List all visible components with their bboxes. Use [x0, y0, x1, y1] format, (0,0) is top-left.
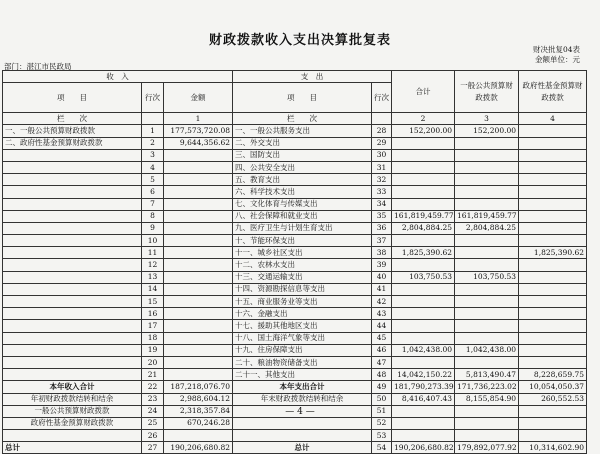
expense-item-cell: 四、公共安全支出 — [233, 161, 372, 173]
expense-total-cell: 103,750.53 — [392, 271, 455, 283]
expense-fund-cell — [519, 320, 587, 332]
expense-fund-cell — [519, 125, 587, 137]
expense-item-cell: 十、节能环保支出 — [233, 235, 372, 247]
expense-general-cell: 179,892,077.92 — [455, 442, 519, 454]
income-line-cell: 11 — [142, 247, 164, 259]
income-amount-cell — [164, 259, 233, 271]
expense-line-cell: 46 — [372, 344, 392, 356]
income-amount-cell — [164, 161, 233, 173]
expense-item-cell — [233, 430, 372, 442]
expense-total-cell: 2,804,884.25 — [392, 222, 455, 234]
income-item-cell — [3, 259, 142, 271]
income-amount-cell: 2,988,604.12 — [164, 393, 233, 405]
expense-item-cell: 十三、交通运输支出 — [233, 271, 372, 283]
table-row — [3, 332, 587, 344]
expense-fund-cell — [519, 430, 587, 442]
expense-line-cell: 53 — [372, 430, 392, 442]
expense-fund-cell: 10,314,602.90 — [519, 442, 587, 454]
budget-table — [2, 70, 587, 454]
table-row — [3, 161, 587, 173]
expense-total-cell — [392, 259, 455, 271]
expense-item-cell: 十八、国土海洋气象等支出 — [233, 332, 372, 344]
table-body — [3, 125, 587, 454]
table-row — [3, 393, 587, 405]
expense-fund-cell — [519, 210, 587, 222]
expense-fund-cell: 1,825,390.62 — [519, 247, 587, 259]
expense-general-cell — [455, 320, 519, 332]
table-row — [3, 344, 587, 356]
income-item-cell — [3, 161, 142, 173]
expense-line-cell: 49 — [372, 381, 392, 393]
expense-general-cell — [455, 161, 519, 173]
expense-item-cell: 五、教育支出 — [233, 174, 372, 186]
expense-item-cell: 七、文化体育与传媒支出 — [233, 198, 372, 210]
expense-general-cell — [455, 296, 519, 308]
income-item-cell: 总计 — [3, 442, 142, 454]
total-header: 合计 — [392, 71, 455, 113]
table-row — [3, 137, 587, 149]
income-line-cell: 12 — [142, 259, 164, 271]
income-item-cell — [3, 271, 142, 283]
expense-item-cell: 十四、资源勘探信息等支出 — [233, 283, 372, 295]
expense-total-cell: 181,790,273.39 — [392, 381, 455, 393]
income-item-cell — [3, 174, 142, 186]
expense-general-cell — [455, 283, 519, 295]
expense-line-header: 行次 — [372, 83, 392, 113]
expense-item-cell — [233, 417, 372, 429]
table-row — [3, 369, 587, 381]
income-amount-cell — [164, 222, 233, 234]
income-amount-cell — [164, 332, 233, 344]
form-code: 财决批复04表 — [532, 45, 580, 54]
expense-total-cell: 1,042,438.00 — [392, 344, 455, 356]
expense-line-cell: 35 — [372, 210, 392, 222]
expense-item-cell: 年末财政拨款结转和结余 — [233, 393, 372, 405]
income-item-cell — [3, 198, 142, 210]
expense-line-cell: 33 — [372, 186, 392, 198]
expense-general-cell: 103,750.53 — [455, 271, 519, 283]
income-line-cell: 7 — [142, 198, 164, 210]
income-item-cell: 二、政府性基金预算财政拨款 — [3, 137, 142, 149]
expense-line-cell: 32 — [372, 174, 392, 186]
income-item-cell — [3, 356, 142, 368]
income-item-cell: 一、一般公共预算财政拨款 — [3, 125, 142, 137]
income-line-cell: 15 — [142, 296, 164, 308]
income-line-cell: 24 — [142, 405, 164, 417]
table-row — [3, 417, 587, 429]
income-line-cell: 19 — [142, 344, 164, 356]
expense-general-cell: 8,155,854.90 — [455, 393, 519, 405]
expense-general-cell: 152,200.00 — [455, 125, 519, 137]
income-amount-header: 金额 — [164, 83, 233, 113]
expense-line-cell: 39 — [372, 259, 392, 271]
income-line-cell: 4 — [142, 161, 164, 173]
table-row — [3, 430, 587, 442]
expense-total-cell: 152,200.00 — [392, 125, 455, 137]
expense-general-cell — [455, 198, 519, 210]
income-amount-cell — [164, 198, 233, 210]
income-line-cell: 17 — [142, 320, 164, 332]
table-row — [3, 247, 587, 259]
expense-general-cell — [455, 259, 519, 271]
income-amount-cell — [164, 308, 233, 320]
expense-item-cell: 六、科学技术支出 — [233, 186, 372, 198]
income-line-cell: 22 — [142, 381, 164, 393]
income-section-header: 收 入 — [3, 71, 233, 83]
expense-total-cell — [392, 137, 455, 149]
expense-line-cell: 54 — [372, 442, 392, 454]
income-line-cell: 5 — [142, 174, 164, 186]
income-item-cell: 年初财政拨款结转和结余 — [3, 393, 142, 405]
expense-total-cell — [392, 417, 455, 429]
income-line-cell: 10 — [142, 235, 164, 247]
expense-fund-cell — [519, 222, 587, 234]
table-row — [3, 271, 587, 283]
income-line-cell: 18 — [142, 332, 164, 344]
income-amount-cell — [164, 247, 233, 259]
income-amount-cell: 670,246.28 — [164, 417, 233, 429]
expense-general-cell: 171,736,223.02 — [455, 381, 519, 393]
department-label: 部门：湛江市民政局 — [4, 62, 72, 71]
expense-item-cell: 二十一、其他支出 — [233, 369, 372, 381]
income-line-cell: 27 — [142, 442, 164, 454]
income-amount-cell — [164, 235, 233, 247]
expense-item-cell: 三、国防支出 — [233, 149, 372, 161]
expense-fund-cell — [519, 332, 587, 344]
expense-total-cell — [392, 356, 455, 368]
income-col-label: 栏 次 — [3, 113, 142, 125]
expense-general-cell — [455, 186, 519, 198]
income-item-cell — [3, 296, 142, 308]
expense-total-cell — [392, 161, 455, 173]
expense-fund-cell — [519, 296, 587, 308]
table-row — [3, 235, 587, 247]
income-line-cell: 3 — [142, 149, 164, 161]
expense-general-cell: 2,804,884.25 — [455, 222, 519, 234]
expense-general-cell — [455, 235, 519, 247]
income-item-cell — [3, 332, 142, 344]
expense-item-cell: 十五、商业服务业等支出 — [233, 296, 372, 308]
income-amount-cell — [164, 149, 233, 161]
expense-total-cell — [392, 296, 455, 308]
section-header-row — [3, 71, 587, 83]
table-row — [3, 296, 587, 308]
expense-section-header: 支 出 — [233, 71, 392, 83]
expense-item-cell: 十一、城乡社区支出 — [233, 247, 372, 259]
income-item-cell — [3, 186, 142, 198]
table-row — [3, 222, 587, 234]
income-amount-cell: 190,206,680.82 — [164, 442, 233, 454]
expense-fund-cell — [519, 174, 587, 186]
income-line-cell: 26 — [142, 430, 164, 442]
expense-fund-cell — [519, 308, 587, 320]
expense-fund-cell — [519, 283, 587, 295]
income-amount-cell — [164, 356, 233, 368]
income-amount-cell — [164, 283, 233, 295]
income-amount-cell — [164, 369, 233, 381]
income-line-cell: 13 — [142, 271, 164, 283]
amount-unit: 金额单位：元 — [535, 55, 580, 64]
expense-item-cell: 二十、粮油物资储备支出 — [233, 356, 372, 368]
table-row — [3, 259, 587, 271]
income-item-cell: 本年收入合计 — [3, 381, 142, 393]
income-amount-cell — [164, 174, 233, 186]
expense-total-cell — [392, 283, 455, 295]
expense-item-cell: 一、一般公共服务支出 — [233, 125, 372, 137]
income-line-cell: 21 — [142, 369, 164, 381]
expense-line-cell: 48 — [372, 369, 392, 381]
income-line-cell: 23 — [142, 393, 164, 405]
expense-line-cell: 36 — [372, 222, 392, 234]
expense-line-cell: 52 — [372, 417, 392, 429]
expense-general-cell: 1,042,438.00 — [455, 344, 519, 356]
expense-total-cell — [392, 308, 455, 320]
expense-general-cell — [455, 430, 519, 442]
expense-fund-cell — [519, 161, 587, 173]
expense-line-col-number — [372, 113, 392, 125]
expense-fund-cell: 10,054,050.37 — [519, 381, 587, 393]
expense-fund-cell: 260,552.53 — [519, 393, 587, 405]
expense-general-cell — [455, 417, 519, 429]
expense-line-cell: 47 — [372, 356, 392, 368]
income-item-cell — [3, 344, 142, 356]
expense-total-cell — [392, 332, 455, 344]
table-row — [3, 198, 587, 210]
income-line-cell: 20 — [142, 356, 164, 368]
income-amount-cell — [164, 296, 233, 308]
income-line-cell: 9 — [142, 222, 164, 234]
income-item-cell — [3, 320, 142, 332]
fund-col-number: 4 — [519, 113, 587, 125]
expense-general-cell — [455, 174, 519, 186]
income-item-cell — [3, 369, 142, 381]
income-line-cell: 14 — [142, 283, 164, 295]
expense-total-cell — [392, 430, 455, 442]
expense-fund-cell — [519, 137, 587, 149]
expense-total-cell: 190,206,680.82 — [392, 442, 455, 454]
expense-fund-cell — [519, 259, 587, 271]
table-row — [3, 442, 587, 454]
income-line-cell: 1 — [142, 125, 164, 137]
income-line-header: 行次 — [142, 83, 164, 113]
income-line-cell: 2 — [142, 137, 164, 149]
expense-item-cell: 十九、住房保障支出 — [233, 344, 372, 356]
table-row — [3, 283, 587, 295]
expense-total-cell: 1,825,390.62 — [392, 247, 455, 259]
expense-total-cell — [392, 186, 455, 198]
income-line-cell: 16 — [142, 308, 164, 320]
income-amount-cell — [164, 186, 233, 198]
income-item-cell: 政府性基金预算财政拨款 — [3, 417, 142, 429]
expense-line-cell: 50 — [372, 393, 392, 405]
expense-fund-cell — [519, 271, 587, 283]
income-item-cell — [3, 247, 142, 259]
total-col-number: 2 — [392, 113, 455, 125]
expense-line-cell: 41 — [372, 283, 392, 295]
expense-fund-cell — [519, 356, 587, 368]
table-row — [3, 125, 587, 137]
expense-item-cell: 十六、金融支出 — [233, 308, 372, 320]
table-row — [3, 381, 587, 393]
income-amount-cell: 2,318,357.84 — [164, 405, 233, 417]
expense-line-cell: 43 — [372, 308, 392, 320]
expense-general-cell — [455, 137, 519, 149]
expense-line-cell: 40 — [372, 271, 392, 283]
expense-item-cell: 二、外交支出 — [233, 137, 372, 149]
income-amount-cell — [164, 430, 233, 442]
expense-fund-cell — [519, 186, 587, 198]
general-budget-header: 一般公共预算财政拨款 — [455, 71, 519, 113]
table-row — [3, 320, 587, 332]
expense-line-cell: 44 — [372, 320, 392, 332]
expense-item-cell: 总计 — [233, 442, 372, 454]
expense-fund-cell: 8,228,659.75 — [519, 369, 587, 381]
expense-item-cell: 八、社会保障和就业支出 — [233, 210, 372, 222]
table-row — [3, 174, 587, 186]
expense-general-cell — [455, 356, 519, 368]
expense-fund-cell — [519, 198, 587, 210]
income-amount-col-number: 1 — [164, 113, 233, 125]
expense-total-cell — [392, 235, 455, 247]
income-item-header: 项 目 — [3, 83, 142, 113]
income-amount-cell: 177,573,720.08 — [164, 125, 233, 137]
column-number-row — [3, 113, 587, 125]
income-item-cell — [3, 283, 142, 295]
expense-general-cell: 161,819,459.77 — [455, 210, 519, 222]
expense-line-cell: 42 — [372, 296, 392, 308]
expense-item-cell: 九、医疗卫生与计划生育支出 — [233, 222, 372, 234]
income-amount-cell — [164, 271, 233, 283]
expense-total-cell — [392, 149, 455, 161]
expense-general-cell — [455, 308, 519, 320]
expense-general-cell: 5,813,490.47 — [455, 369, 519, 381]
expense-total-cell: 14,042,150.22 — [392, 369, 455, 381]
expense-line-cell: 28 — [372, 125, 392, 137]
expense-fund-cell — [519, 417, 587, 429]
income-line-cell: 8 — [142, 210, 164, 222]
table-row — [3, 356, 587, 368]
expense-line-cell: 38 — [372, 247, 392, 259]
income-amount-cell — [164, 210, 233, 222]
table-row — [3, 308, 587, 320]
expense-line-cell: 51 — [372, 405, 392, 417]
page-number: — 4 — — [285, 407, 315, 417]
income-item-cell — [3, 210, 142, 222]
income-item-cell — [3, 235, 142, 247]
expense-item-cell: 本年支出合计 — [233, 381, 372, 393]
expense-fund-cell — [519, 344, 587, 356]
expense-total-cell — [392, 320, 455, 332]
expense-general-cell — [455, 149, 519, 161]
expense-line-cell: 45 — [372, 332, 392, 344]
table-row — [3, 210, 587, 222]
expense-total-cell — [392, 174, 455, 186]
expense-general-cell — [455, 247, 519, 259]
income-line-cell: 6 — [142, 186, 164, 198]
expense-item-cell: 十二、农林水支出 — [233, 259, 372, 271]
expense-line-cell: 30 — [372, 149, 392, 161]
expense-line-cell: 34 — [372, 198, 392, 210]
income-item-cell — [3, 222, 142, 234]
income-amount-cell — [164, 344, 233, 356]
income-item-cell — [3, 308, 142, 320]
income-item-cell — [3, 430, 142, 442]
expense-col-label: 栏 次 — [233, 113, 372, 125]
table-row — [3, 149, 587, 161]
expense-total-cell: 8,416,407.43 — [392, 393, 455, 405]
income-item-cell: 一般公共预算财政拨款 — [3, 405, 142, 417]
fund-budget-header: 政府性基金预算财政拨款 — [519, 71, 587, 113]
expense-item-header: 项 目 — [233, 83, 372, 113]
expense-item-cell: 十七、援助其他地区支出 — [233, 320, 372, 332]
income-amount-cell: 9,644,356.62 — [164, 137, 233, 149]
income-item-cell — [3, 149, 142, 161]
income-line-col-number — [142, 113, 164, 125]
general-col-number: 3 — [455, 113, 519, 125]
income-line-cell: 25 — [142, 417, 164, 429]
expense-total-cell: 161,819,459.77 — [392, 210, 455, 222]
table-row — [3, 186, 587, 198]
expense-line-cell: 37 — [372, 235, 392, 247]
income-amount-cell — [164, 320, 233, 332]
expense-line-cell: 31 — [372, 161, 392, 173]
expense-fund-cell — [519, 149, 587, 161]
report-title: 财政拨款收入支出决算批复表 — [208, 33, 391, 48]
expense-line-cell: 29 — [372, 137, 392, 149]
income-amount-cell: 187,218,076.70 — [164, 381, 233, 393]
expense-total-cell — [392, 198, 455, 210]
expense-general-cell — [455, 332, 519, 344]
expense-fund-cell — [519, 235, 587, 247]
